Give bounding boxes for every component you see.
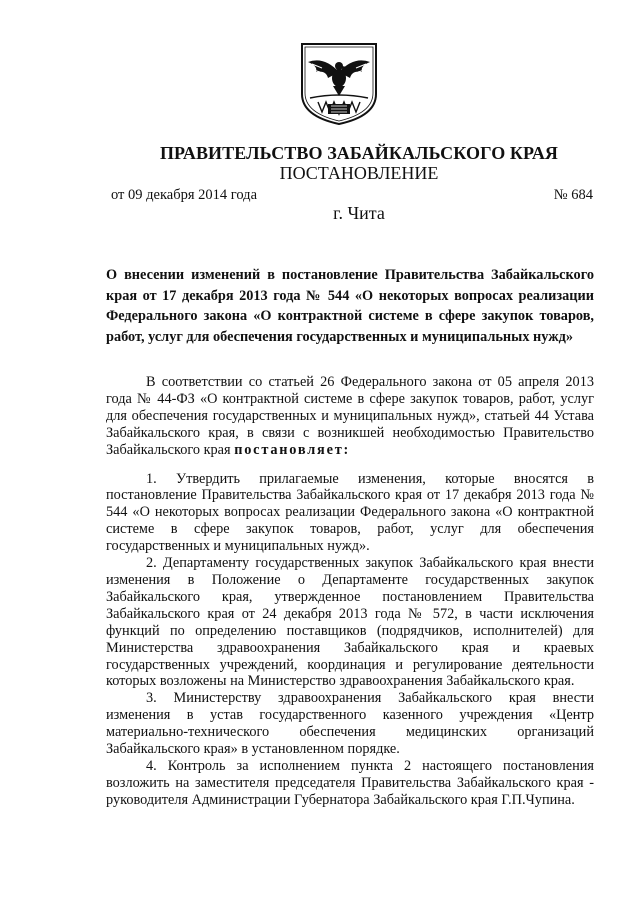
document-subject: О внесении изменений в постановление Правительства Забайкальского края от 17 декабря 2013 года № 544 «О некоторых вопросах реализации Федерального закона «О контрактной системе в сфере закупок товаров, работ, услуг для обеспечения государственных и муниципальных нужд» (106, 267, 594, 345)
list-item: 2. Департаменту государственных закупок Забайкальского края внести изменения в Положение о Департаменте государственных закупок Забайкальского края, утвержденное постановлением Правительства Забайкальского края от 24 декабря 2013 года № 572, в части исключения функций по определению поставщиков (подрядчиков, исполнителей) для Министерства здравоохранения Забайкальского края и краевых государственных учреждений, координация и регулирование деятельности которых возложены на Министерство здравоохранения Забайкальского края. (106, 555, 594, 690)
list-item: 4. Контроль за исполнением пункта 2 настоящего постановления возложить на заместителя председателя Правительства Забайкальского края - руководителя Администрации Губернатора Забайкальского края Г.П.Чупина. (106, 757, 594, 808)
document-number: № 684 (553, 187, 593, 203)
resolves-word: постановляет: (234, 441, 351, 458)
government-title: ПРАВИТЕЛЬСТВО ЗАБАЙКАЛЬСКОГО КРАЯ (159, 143, 559, 163)
preamble-text: В соответствии со статьей 26 Федерального закона от 05 апреля 2013 года № 44-ФЗ «О контрактной системе в сфере закупок товаров, работ, услуг для обеспечения государственных и муниципальных нужд», статьей 44 Устава Забайкальского края, в связи с возникшей необходимостью Правительство Забайкальского края (106, 374, 594, 458)
city-name: г. Чита (333, 203, 385, 223)
document-date: от 09 декабря 2014 года (111, 187, 257, 203)
document-body (106, 374, 594, 809)
coat-of-arms-emblem (298, 42, 380, 126)
list-item: 3. Министерству здравоохранения Забайкальского края внести изменения в устав государственного казенного учреждения «Центр материально-технического обеспечения медицинских организаций Забайкальского края» в установленном порядке. (106, 690, 594, 758)
preamble-paragraph (106, 374, 594, 459)
list-item: 1. Утвердить прилагаемые изменения, которые вносятся в постановление Правительства Забайкальского края от 17 декабря 2013 года № 544 «О некоторых вопросах реализации Федерального закона «О контрактной системе в сфере закупок товаров, работ, услуг для обеспечения государственных и муниципальных нужд». (106, 470, 594, 555)
document-type: ПОСТАНОВЛЕНИЕ (279, 163, 439, 183)
